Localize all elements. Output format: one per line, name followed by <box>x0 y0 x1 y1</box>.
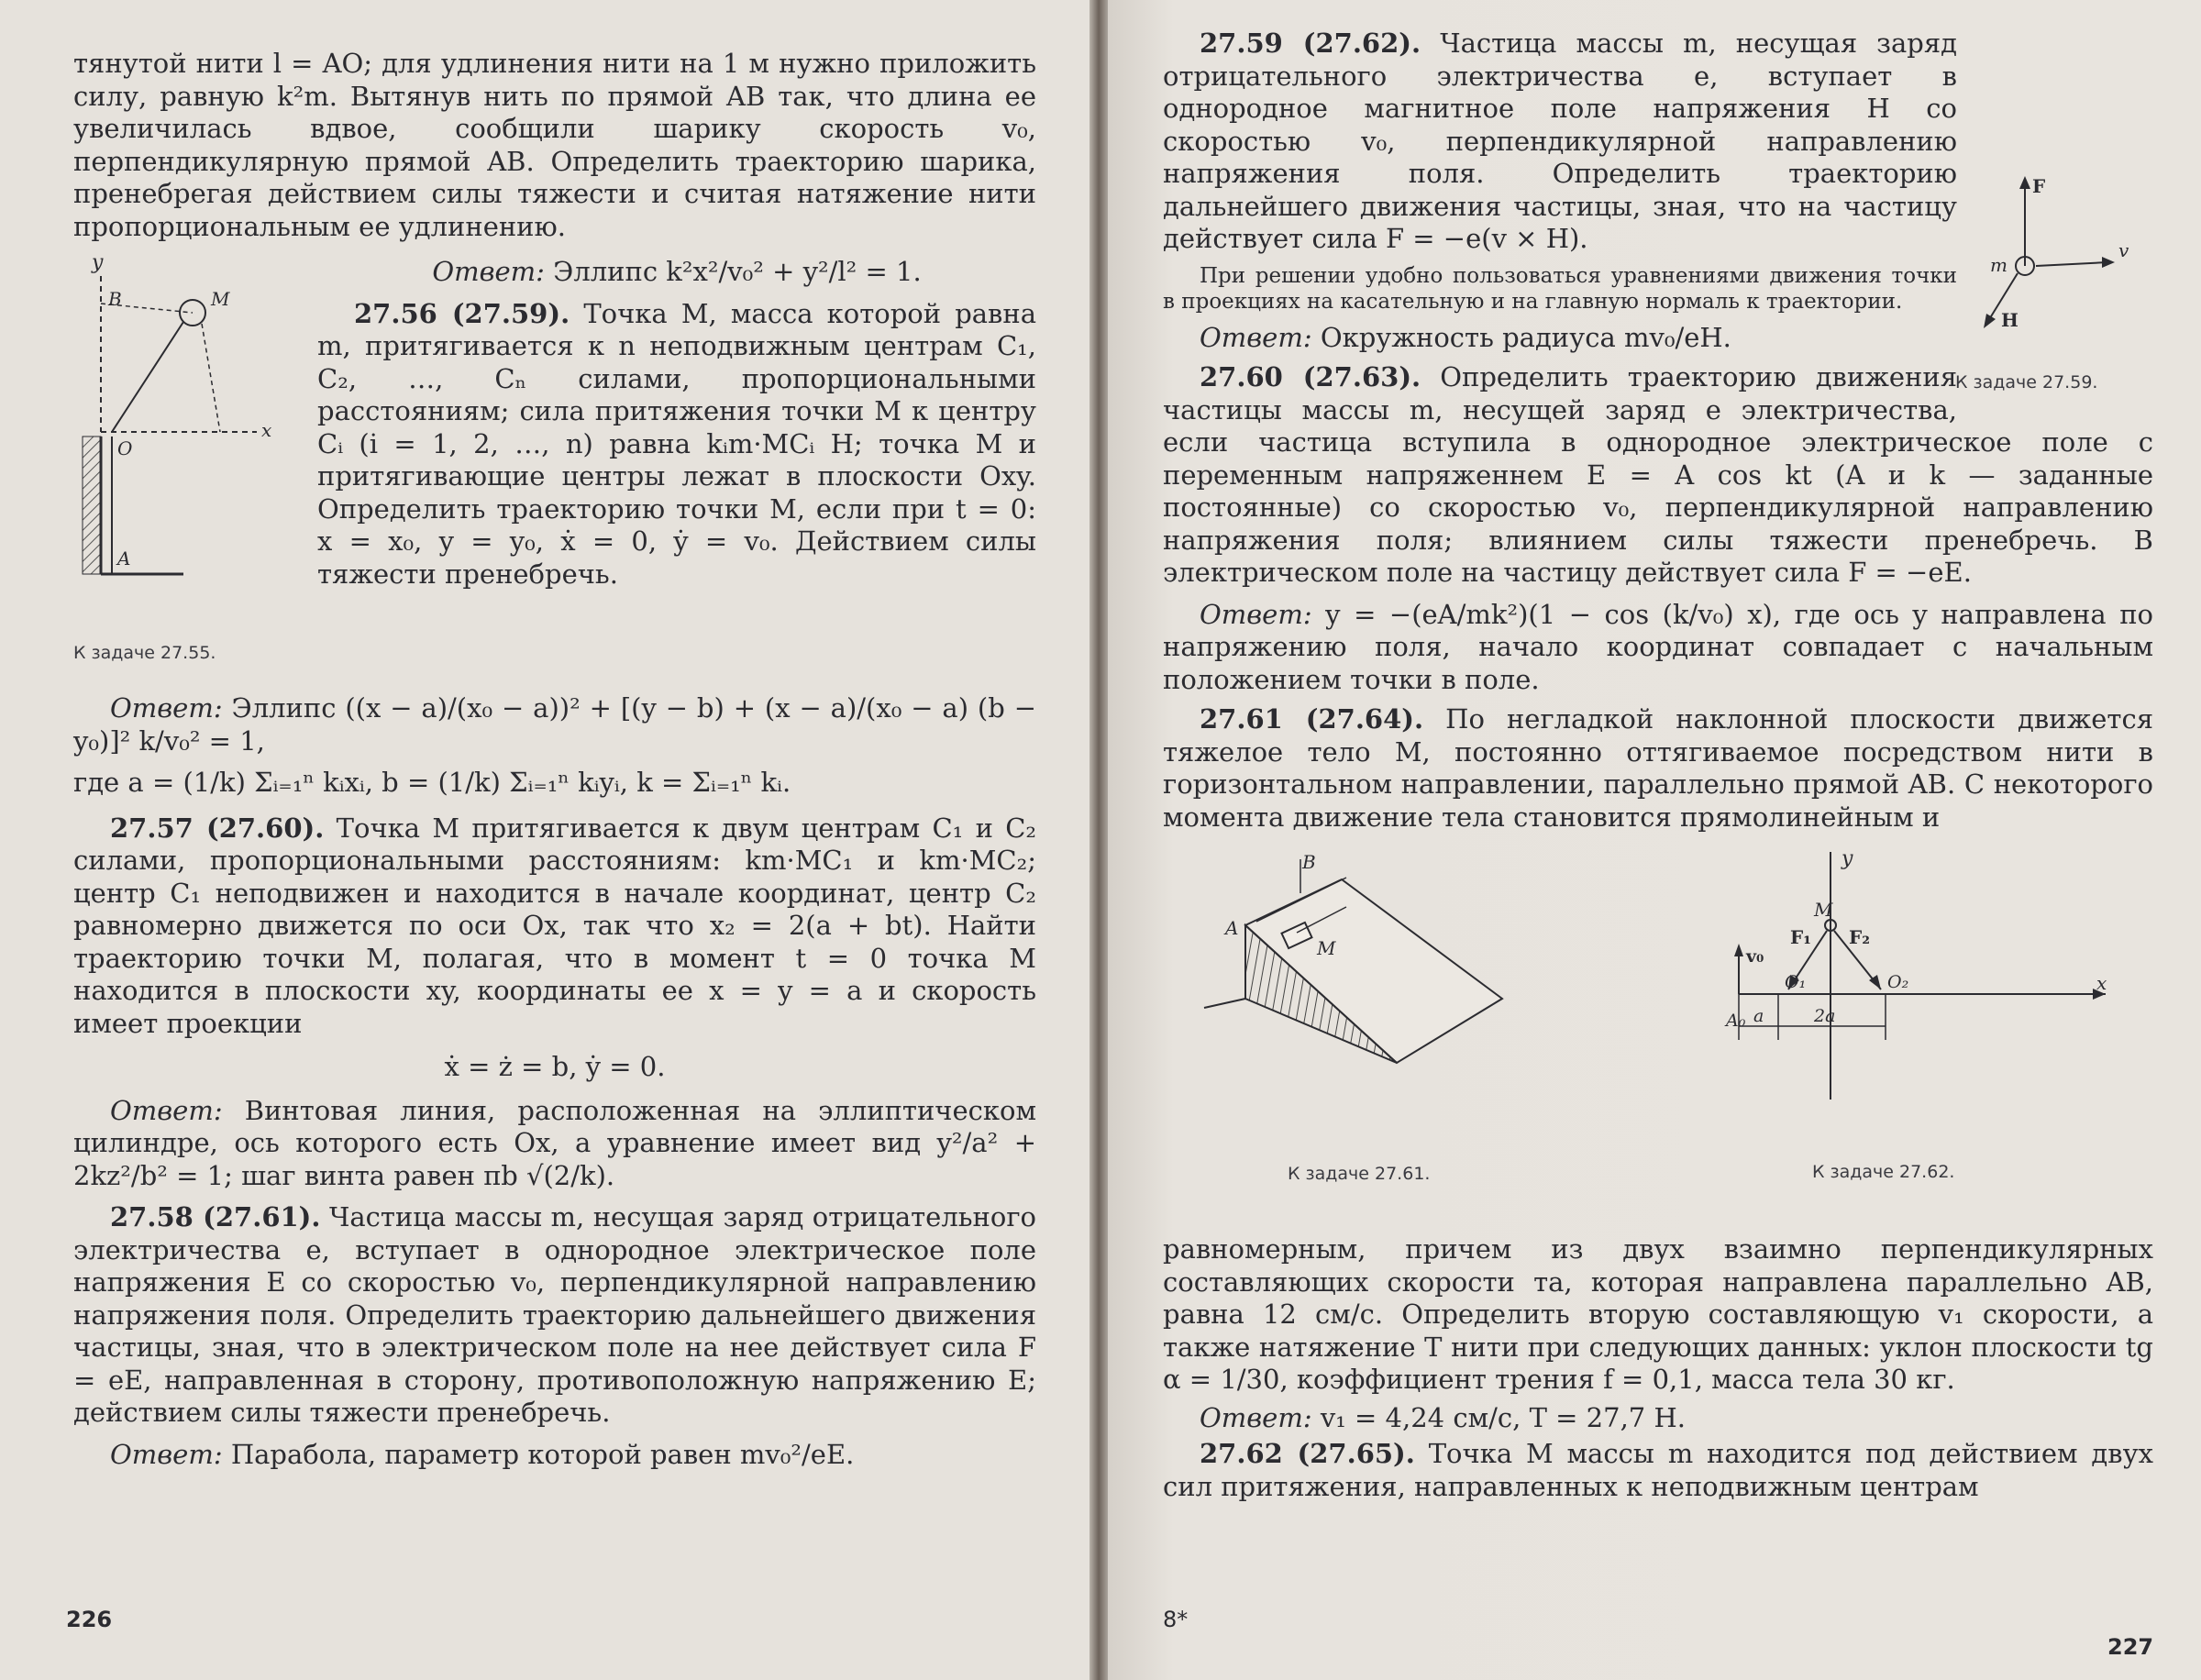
note-27-59: При решении удобно пользоваться уравнениями движения точки в проекциях на касательную и на главную нормаль к траектории. <box>1163 263 1957 314</box>
fig-27-55-label-m: M <box>211 288 230 310</box>
right-page <box>1108 0 2201 1680</box>
problem-27-58 <box>73 1201 1036 1430</box>
book-gutter <box>1089 0 1108 1680</box>
figure-27-55-drawing <box>73 249 301 615</box>
fig-27-62-label-x: x <box>2096 972 2107 994</box>
fig-27-62-label-y: y <box>1842 847 1853 870</box>
answer-27-56 <box>73 692 1036 757</box>
figure-27-55 <box>73 249 301 680</box>
answer-text: Окружность радиуса mv₀/eH. <box>1320 321 1731 353</box>
answer-text: Эллипс ((x − a)/(x₀ − a))² + [(y − b) + (x − a)/(x₀ − a) (b − y₀)]² k/v₀² = 1, <box>73 692 1037 757</box>
figure-27-61-drawing <box>1200 852 1603 1155</box>
problem-number: 27.58 (27.61). <box>110 1201 321 1232</box>
fig-27-62-label-m: M <box>1814 899 1833 921</box>
fig-27-59-label-f: F <box>2032 175 2046 197</box>
figure-27-55-caption: К задаче 27.55. <box>73 643 216 663</box>
left-page <box>0 0 1089 1680</box>
answer-text: v₁ = 4,24 см/с, T = 27,7 Н. <box>1320 1401 1686 1433</box>
answer-label: Ответ: <box>1200 1401 1312 1433</box>
problem-number: 27.57 (27.60). <box>110 812 325 844</box>
answer-27-57 <box>73 1095 1036 1193</box>
fig-27-55-label-y: y <box>92 251 104 274</box>
problem-number: 27.60 (27.63). <box>1200 361 1421 392</box>
problem-number: 27.61 (27.64). <box>1200 703 1424 735</box>
answer-label: Ответ: <box>110 1438 223 1470</box>
answer-text: Эллипс k²x²/v₀² + y²/l² = 1. <box>553 256 922 287</box>
problem-text: Точка M, масса которой равна m, притягивается к n неподвижным центрам C₁, C₂, …, Cₙ силами, пропорциональными расстояниям; сила притяжения точки M к центру Cᵢ (i = 1, 2, …, n) равна kᵢm·MCᵢ Н; точка M и притягивающие центры лежат в плоскости Oxy. Определить траекторию точки M, если при t = 0: x = x₀, y = y₀, ẋ = 0, ẏ = v₀. Действием силы тяжести пренебречь. <box>317 297 1036 590</box>
problem-text: Определить траекторию движения частицы массы m, несущей заряд e электричества, если частица вступила в однородное электрическое поле с переменным напряженнем E = A cos kt (A и k — заданные постоянные) со скоростью v₀, перпендикулярной направлению напряжения поля; влиянием силы тяжести пренебречь. В электрическом поле на частицу действует сила F = −eE. <box>1163 361 2153 588</box>
figure-27-59 <box>1955 156 2153 403</box>
figures-row <box>1163 843 2153 1228</box>
answer-label: Ответ: <box>432 256 545 287</box>
answer-27-58 <box>73 1439 1036 1472</box>
problem-text: По негладкой наклонной плоскости движется тяжелое тело M, постоянно оттягиваемое посредством нити в горизонтальном направлении, параллельно прямой AB. С некоторого момента движение тела становится прямолинейным и <box>1163 703 2153 833</box>
figure-27-62-caption: К задаче 27.62. <box>1812 1162 1955 1182</box>
fig-27-59-label-v: v <box>2118 239 2129 261</box>
fig-27-62-label-a: a <box>1753 1006 1764 1026</box>
answer-27-56-where: где a = (1/k) Σᵢ₌₁ⁿ kᵢxᵢ, b = (1/k) Σᵢ₌₁ⁿ kᵢyᵢ, k = Σᵢ₌₁ⁿ kᵢ. <box>73 767 791 798</box>
problem-number: 27.56 (27.59). <box>354 297 570 329</box>
problem-text: Точка M массы m находится под действием двух сил притяжения, направленных к неподвижным центрам <box>1163 1438 2153 1502</box>
answer-label: Ответ: <box>110 692 223 724</box>
page-number-left: 226 <box>66 1607 113 1632</box>
problem-text: Точка M притягивается к двум центрам C₁ и C₂ силами, пропорциональными расстояниям: km·MC₁ и km·MC₂; центр C₁ неподвижен и находится в начале координат, центр C₂ равномерно движется по оси Ox, так что x₂ = 2(a + bt). Найти траекторию точки M, полагая, что в момент t = 0 точка M находится в плоскости xy, координаты ее x = y = a и скорость имеет проекции <box>73 812 1037 1039</box>
figure-27-59-caption: К задаче 27.59. <box>1955 372 2098 392</box>
answer-label: Ответ: <box>110 1094 223 1126</box>
fig-27-55-label-x: x <box>261 419 272 441</box>
fig-27-62-label-f2: F₂ <box>1849 926 1870 948</box>
fig-27-55-label-o: O <box>117 437 133 459</box>
answer-label: Ответ: <box>1200 321 1312 353</box>
figure-27-62 <box>1711 843 2115 1210</box>
fig-27-62-label-a0: A₀ <box>1726 1011 1746 1031</box>
signature-mark: 8* <box>1163 1607 1189 1632</box>
figure-27-61 <box>1200 852 1603 1200</box>
fig-27-55-label-a: A <box>117 547 131 569</box>
answer-text: Парабола, параметр которой равен mv₀²/eE. <box>230 1438 855 1470</box>
problem-27-57 <box>73 812 1036 1041</box>
problem-text: Частица массы m, несущая заряд отрицательного электричества e, вступает в однородное электрическое поле напряжения E со скоростью v₀, перпендикулярной направлению напряжения поля. Определить траекторию дальнейшего движения частицы, зная, что в электрическом поле на нее действует сила F = eE, направленная в сторону, противоположную напряжению E; действием силы тяжести пренебречь. <box>73 1201 1036 1428</box>
answer-text: y = −(eA/mk²)(1 − cos (k/v₀) x), где ось y направлена по напряжению поля, начало координат совпадает с начальным положением точки в поле. <box>1163 598 2153 695</box>
problem-27-61-continued: равномерным, причем из двух взаимно перпендикулярных составляющих скорости та, которая направлена параллельно AB, равна 12 см/с. Определить вторую составляющую v₁ скорости, а также натяжение T нити при следующих данных: уклон плоскости tg α = 1/30, коэффициент трения f = 0,1, масса тела 30 кг. <box>1163 1233 2153 1395</box>
equation-27-57: ẋ = ż = b, ẏ = 0. <box>444 1051 666 1082</box>
answer-27-61 <box>1163 1402 2153 1435</box>
fig-27-55-label-b: B <box>108 288 122 310</box>
fig-27-61-label-a: A <box>1225 917 1239 939</box>
problem-number: 27.62 (27.65). <box>1200 1438 1415 1469</box>
fig-27-62-label-o2: O₂ <box>1887 972 1909 992</box>
paragraph-27-55-continued: тянутой нити l = AO; для удлинения нити на 1 м нужно приложить силу, равную k²m. Вытянув нить по прямой AB так, что длина ее увеличилась вдвое, сообщили шарику скорость v₀, перпендикулярную прямой AB. Определить траекторию шарика, пренебрегая действием силы тяжести и считая натяжение нити пропорциональным ее удлинению. <box>73 48 1036 242</box>
fig-27-61-label-m: M <box>1317 937 1336 959</box>
fig-27-62-label-o1: O₁ <box>1785 972 1807 992</box>
fig-27-62-label-2a: 2a <box>1814 1006 1836 1026</box>
answer-text: Винтовая линия, расположенная на эллиптическом цилиндре, ось которого есть Ox, а уравнение имеет вид y²/a² + 2kz²/b² = 1; шаг винта равен πb √(2/k). <box>73 1094 1037 1191</box>
figure-27-62-drawing <box>1711 843 2115 1118</box>
figure-27-59-drawing <box>1970 156 2153 358</box>
problem-27-61 <box>1163 703 2153 834</box>
answer-label: Ответ: <box>1200 598 1312 630</box>
fig-27-62-label-v0: v₀ <box>1746 946 1764 967</box>
answer-27-60 <box>1163 599 2153 697</box>
problem-text: Частица массы m, несущая заряд отрицательного электричества e, вступает в однородное магнитное поле напряжения H со скоростью v₀, перпендикулярной направлению напряжения поля. Определить траекторию дальнейшего движения частицы, зная, что на частицу действует сила F = −e(v × H). <box>1163 28 1958 254</box>
fig-27-61-label-b: B <box>1302 852 1316 873</box>
page-number-right: 227 <box>2107 1634 2154 1660</box>
figure-27-61-caption: К задаче 27.61. <box>1288 1164 1431 1184</box>
fig-27-59-label-m: m <box>1990 254 2007 276</box>
fig-27-62-label-f1: F₁ <box>1790 926 1811 948</box>
fig-27-59-label-h: H <box>2001 309 2019 331</box>
problem-number: 27.59 (27.62). <box>1200 28 1421 59</box>
problem-27-62 <box>1163 1438 2153 1503</box>
